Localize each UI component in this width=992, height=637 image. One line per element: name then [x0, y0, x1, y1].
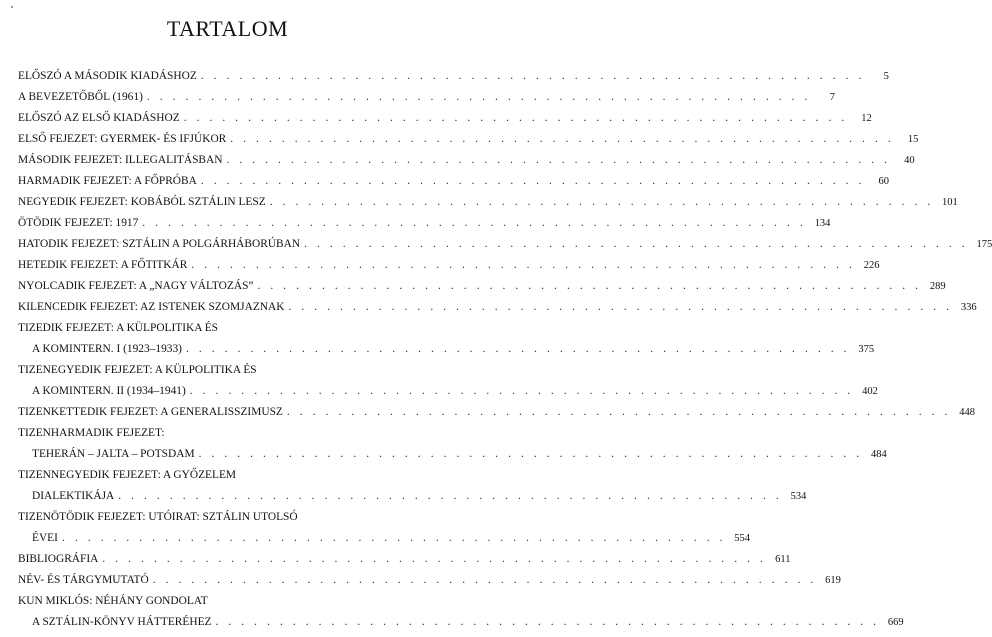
toc-entry	[18, 192, 958, 213]
dot-leader: . . . . . . . . . . . . . . . . . . . . . . . . . . . . . . . . . . . . . . . . . . . . . . . . . . . .	[102, 553, 767, 565]
toc-entry-line	[18, 234, 992, 255]
dot-leader: . . . . . . . . . . . . . . . . . . . . . . . . . . . . . . . . . . . . . . . . . . . . . . . . . . . .	[269, 196, 934, 208]
toc-entry	[18, 465, 807, 507]
toc-entry	[18, 507, 751, 549]
toc-entry	[18, 234, 992, 255]
toc-entry-title: ELSŐ FEJEZET: GYERMEK- ÉS IFJÚKOR	[18, 133, 227, 145]
page-speck	[11, 6, 13, 8]
dot-leader: . . . . . . . . . . . . . . . . . . . . . . . . . . . . . . . . . . . . . . . . . . . . . . . . . . . .	[142, 217, 807, 229]
toc-entry-continuation	[18, 444, 887, 465]
toc-entry-title: TIZENÖTÖDIK FEJEZET: UTÓIRAT: SZTÁLIN UTOLSÓ	[18, 511, 298, 523]
toc-entry-line	[18, 591, 442, 612]
dot-leader: . . . . . . . . . . . . . . . . . . . . . . . . . . . . . . . . . . . . . . . . . . . . . . . . . . . .	[118, 490, 783, 502]
dot-leader: . . . . . . . . . . . . . . . . . . . . . . . . . . . . . . . . . . . . . . . . . . . . . . . . . . . .	[146, 91, 811, 103]
toc-entry-line	[18, 360, 442, 381]
toc-entry-title: NEGYEDIK FEJEZET: KOBÁBÓL SZTÁLIN LESZ	[18, 196, 266, 208]
toc-entry	[18, 360, 878, 402]
toc-entry-title: HARMADIK FEJEZET: A FŐPRÓBA	[18, 175, 197, 187]
toc-entry-continuation	[18, 612, 904, 633]
toc-page-number: 175	[976, 239, 992, 250]
toc-page-number: 375	[858, 344, 875, 355]
toc-entry-line	[18, 276, 946, 297]
table-of-contents	[18, 66, 992, 633]
toc-entry	[18, 423, 887, 465]
toc-entry-title: HETEDIK FEJEZET: A FŐTITKÁR	[18, 259, 188, 271]
toc-page-number: 611	[775, 554, 791, 565]
toc-page-number: 134	[814, 218, 831, 229]
toc-entry-title: MÁSODIK FEJEZET: ILLEGALITÁSBAN	[18, 154, 223, 166]
toc-entry-continuation	[18, 381, 878, 402]
dot-leader: . . . . . . . . . . . . . . . . . . . . . . . . . . . . . . . . . . . . . . . . . . . . . . . . . . . .	[61, 532, 727, 544]
toc-page-number: 15	[907, 134, 919, 145]
toc-entry	[18, 129, 919, 150]
dot-leader: . . . . . . . . . . . . . . . . . . . . . . . . . . . . . . . . . . . . . . . . . . . . . . . . . . . .	[226, 154, 891, 166]
toc-entry-title: TIZENKETTEDIK FEJEZET: A GENERALISSZIMUSZ	[18, 406, 283, 418]
toc-entry	[18, 297, 977, 318]
toc-entry-line	[18, 549, 791, 570]
toc-entry-continuation	[18, 528, 751, 549]
toc-entry-title: A KOMINTERN. I (1923–1933)	[32, 343, 182, 355]
toc-entry	[18, 549, 791, 570]
toc-entry-title: NÉV- ÉS TÁRGYMUTATÓ	[18, 574, 149, 586]
toc-entry	[18, 171, 889, 192]
toc-entry-title: TIZENNEGYEDIK FEJEZET: A GYŐZELEM	[18, 469, 237, 481]
toc-entry-title: KILENCEDIK FEJEZET: AZ ISTENEK SZOMJAZNAK	[18, 301, 285, 313]
toc-entry	[18, 255, 880, 276]
toc-entry-title: HATODIK FEJEZET: SZTÁLIN A POLGÁRHÁBORÚBAN	[18, 238, 301, 250]
toc-page-number: 12	[861, 113, 872, 124]
toc-entry-line	[18, 507, 442, 528]
dot-leader: . . . . . . . . . . . . . . . . . . . . . . . . . . . . . . . . . . . . . . . . . . . . . . . . . . . .	[189, 385, 854, 397]
toc-entry-line	[18, 297, 977, 318]
toc-page-number: 5	[883, 71, 889, 82]
toc-page-number: 534	[790, 491, 807, 502]
toc-entry	[18, 318, 875, 360]
toc-entry	[18, 150, 915, 171]
toc-page-number: 402	[862, 386, 878, 397]
toc-entry-title: KUN MIKLÓS: NÉHÁNY GONDOLAT	[18, 595, 208, 607]
toc-entry-line	[18, 87, 835, 108]
toc-entry-line	[18, 255, 880, 276]
toc-entry-title: TIZENEGYEDIK FEJEZET: A KÜLPOLITIKA ÉS	[18, 364, 257, 376]
toc-entry-line	[18, 318, 442, 339]
dot-leader: . . . . . . . . . . . . . . . . . . . . . . . . . . . . . . . . . . . . . . . . . . . . . . . . . . . .	[215, 616, 880, 628]
toc-entry-line	[18, 150, 915, 171]
dot-leader: . . . . . . . . . . . . . . . . . . . . . . . . . . . . . . . . . . . . . . . . . . . . . . . . . . . .	[286, 406, 951, 418]
toc-page-number: 554	[734, 533, 751, 544]
dot-leader: . . . . . . . . . . . . . . . . . . . . . . . . . . . . . . . . . . . . . . . . . . . . . . . . . . . .	[185, 343, 851, 355]
toc-entry-line	[18, 66, 889, 87]
toc-entry	[18, 87, 835, 108]
toc-entry	[18, 276, 946, 297]
toc-page-number: 226	[863, 260, 880, 271]
toc-entry-line	[18, 108, 872, 129]
toc-entry-line	[18, 423, 442, 444]
dot-leader: . . . . . . . . . . . . . . . . . . . . . . . . . . . . . . . . . . . . . . . . . . . . . . . . . . . .	[183, 112, 848, 124]
toc-entry-title: A BEVEZETŐBŐL (1961)	[18, 91, 143, 103]
toc-entry-title: TIZEDIK FEJEZET: A KÜLPOLITIKA ÉS	[18, 322, 219, 334]
toc-page-number: 619	[825, 575, 841, 586]
toc-page-number: 40	[904, 155, 915, 166]
toc-entry-continuation	[18, 486, 807, 507]
toc-page-number: 336	[960, 302, 977, 313]
toc-page-number: 669	[887, 617, 904, 628]
dot-leader: . . . . . . . . . . . . . . . . . . . . . . . . . . . . . . . . . . . . . . . . . . . . . . . . . . . .	[152, 574, 817, 586]
toc-entry	[18, 591, 904, 633]
page-title: TARTALOM	[166, 16, 289, 41]
dot-leader: . . . . . . . . . . . . . . . . . . . . . . . . . . . . . . . . . . . . . . . . . . . . . . . . . . . .	[304, 238, 969, 250]
toc-entry-title: NYOLCADIK FEJEZET: A „NAGY VÁLTOZÁS”	[18, 280, 254, 292]
toc-page-number: 448	[959, 407, 975, 418]
toc-entry-line	[18, 129, 919, 150]
toc-page-number: 484	[870, 449, 887, 460]
toc-entry-line	[18, 465, 442, 486]
toc-entry-title: A SZTÁLIN-KÖNYV HÁTTERÉHEZ	[32, 616, 212, 628]
toc-entry-line	[18, 171, 889, 192]
toc-entry-line	[18, 570, 841, 591]
toc-entry-title: BIBLIOGRÁFIA	[18, 553, 99, 565]
toc-entry-title: A KOMINTERN. II (1934–1941)	[32, 385, 186, 397]
dot-leader: . . . . . . . . . . . . . . . . . . . . . . . . . . . . . . . . . . . . . . . . . . . . . . . . . . . .	[200, 175, 865, 187]
dot-leader: . . . . . . . . . . . . . . . . . . . . . . . . . . . . . . . . . . . . . . . . . . . . . . . . . . . .	[200, 70, 865, 82]
toc-page-number: 7	[829, 92, 835, 103]
toc-page-number: 101	[942, 197, 958, 208]
toc-entry-line	[18, 213, 831, 234]
toc-entry	[18, 570, 841, 591]
dot-leader: . . . . . . . . . . . . . . . . . . . . . . . . . . . . . . . . . . . . . . . . . . . . . . . . . . . .	[288, 301, 953, 313]
dot-leader: . . . . . . . . . . . . . . . . . . . . . . . . . . . . . . . . . . . . . . . . . . . . . . . . . . . .	[230, 133, 895, 145]
toc-entry-title: DIALEKTIKÁJA	[32, 490, 115, 502]
toc-entry-title: ÉVEI	[32, 532, 58, 544]
toc-entry-continuation	[18, 339, 875, 360]
toc-entry-title: ELŐSZÓ A MÁSODIK KIADÁSHOZ	[18, 70, 197, 82]
toc-page-number: 289	[929, 281, 946, 292]
toc-entry-title: TEHERÁN – JALTA – POTSDAM	[32, 448, 195, 460]
dot-leader: . . . . . . . . . . . . . . . . . . . . . . . . . . . . . . . . . . . . . . . . . . . . . . . . . . . .	[257, 280, 922, 292]
toc-entry-title: ÖTÖDIK FEJEZET: 1917	[18, 217, 139, 229]
toc-entry	[18, 402, 975, 423]
dot-leader: . . . . . . . . . . . . . . . . . . . . . . . . . . . . . . . . . . . . . . . . . . . . . . . . . . . .	[198, 448, 863, 460]
toc-entry	[18, 66, 889, 87]
toc-entry-title: ELŐSZÓ AZ ELSŐ KIADÁSHOZ	[18, 112, 180, 124]
toc-entry-line	[18, 402, 975, 423]
toc-entry	[18, 108, 872, 129]
dot-leader: . . . . . . . . . . . . . . . . . . . . . . . . . . . . . . . . . . . . . . . . . . . . . . . . . . . .	[191, 259, 856, 271]
toc-entry-title: TIZENHARMADIK FEJEZET:	[18, 427, 165, 439]
toc-page-number: 60	[878, 176, 889, 187]
toc-entry	[18, 213, 831, 234]
toc-entry-line	[18, 192, 958, 213]
